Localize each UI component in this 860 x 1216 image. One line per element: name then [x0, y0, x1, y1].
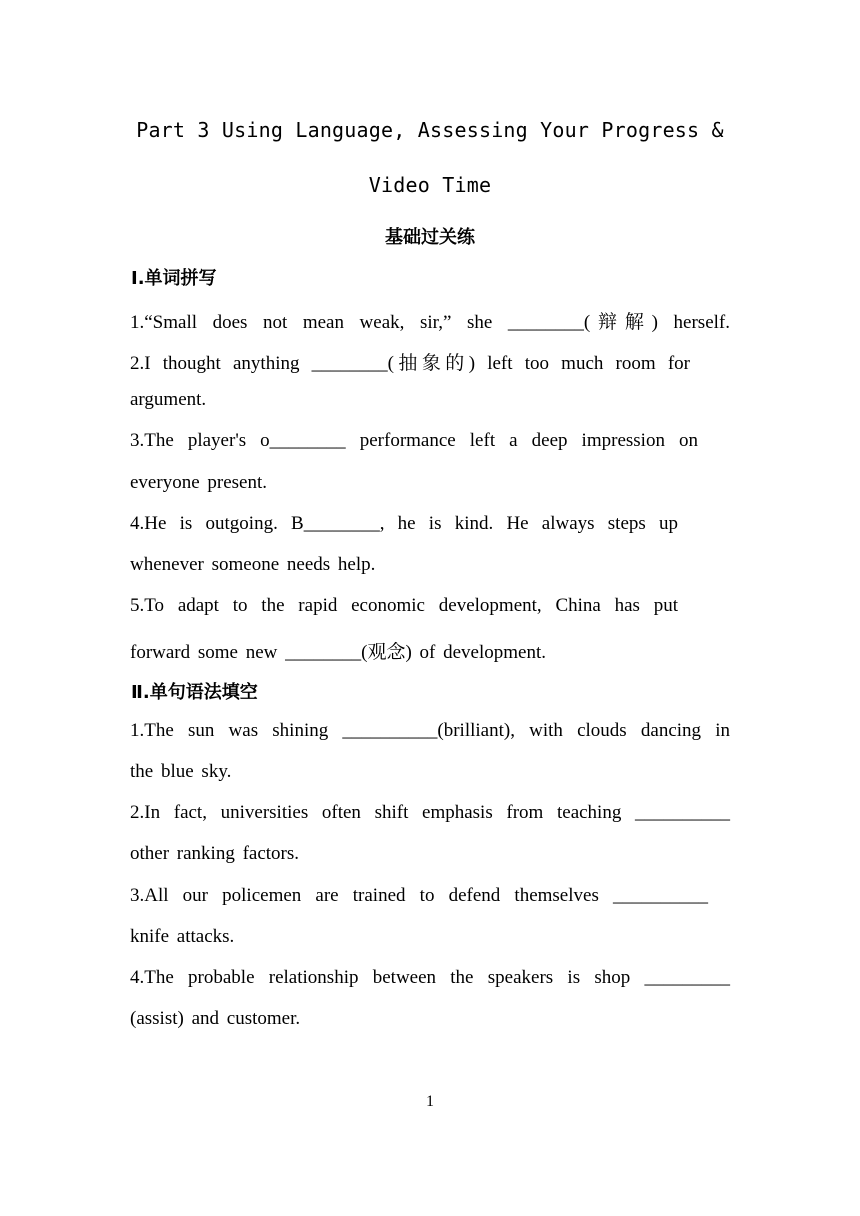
page-number: 1 [426, 1093, 434, 1110]
exercise-line: 5.To adapt to the rapid economic development, China has put [130, 595, 678, 616]
exercise-line: 1.“Small does not mean weak, sir,” she ________(辩解) herself. [130, 312, 730, 333]
exercise-line: 2.In fact, universities often shift emphasis from teaching __________ [130, 802, 730, 823]
exercise-line: 1.The sun was shining __________(brilliant), with clouds dancing in [130, 720, 730, 741]
section-1-heading: Ⅰ.单词拼写 [131, 268, 217, 289]
exercise-line: whenever someone needs help. [130, 554, 376, 575]
document-title-line-2: Video Time [368, 173, 492, 197]
exercise-line: everyone present. [130, 472, 267, 493]
exercise-line: 3.All our policemen are trained to defend themselves __________ [130, 885, 708, 906]
exercise-line: 3.The player's o________ performance left a deep impression on [130, 430, 698, 451]
exercise-line: the blue sky. [130, 761, 232, 782]
exercise-line: argument. [130, 389, 207, 410]
document-title-line-1: Part 3 Using Language, Assessing Your Progress & [136, 118, 724, 142]
exercise-line: 4.He is outgoing. B________, he is kind. He always steps up [130, 513, 678, 534]
exercise-line: 4.The probable relationship between the speakers is shop _________ [130, 967, 730, 988]
exercise-line: (assist) and customer. [130, 1008, 301, 1029]
section-2-heading: Ⅱ.单句语法填空 [131, 682, 258, 703]
exercise-line: forward some new ________(观念) of development. [130, 642, 547, 663]
section-subtitle: 基础过关练 [385, 227, 475, 248]
exercise-line: knife attacks. [130, 926, 235, 947]
exercise-line: 2.I thought anything ________(抽象的) left too much room for [130, 353, 690, 374]
exercise-line: other ranking factors. [130, 843, 300, 864]
